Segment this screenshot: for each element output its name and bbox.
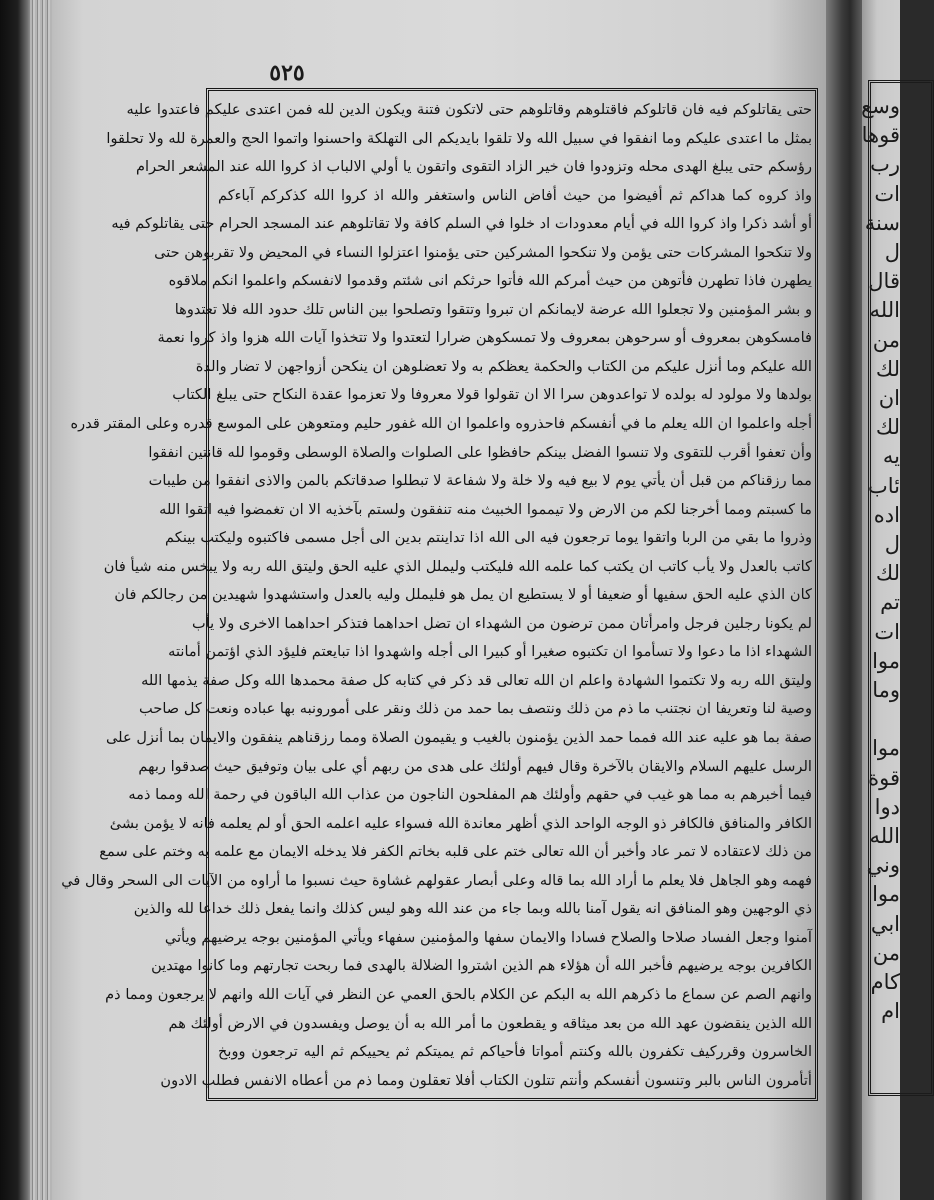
facing-text-fragment: رب xyxy=(870,152,900,177)
facing-text-fragment: سنة xyxy=(864,210,900,235)
facing-text-fragment: ات xyxy=(874,619,900,644)
text-line: و بشر المؤمنين ولا تجعلوا الله عرضة لايمانكم ان تبروا وتتقوا وتصلحوا بين الناس تلك حدود الله فلا تعتدوها xyxy=(174,300,812,318)
facing-text-fragment: يه xyxy=(882,444,900,469)
facing-text-fragment: لك xyxy=(875,415,900,440)
scan-dark-edge xyxy=(0,0,32,1200)
facing-text-fragment: من xyxy=(872,940,900,965)
text-line: أتأمرون الناس بالبر وتنسون أنفسكم وأنتم تتلون الكتاب أفلا تعقلون ومما ذم من أعطاه الانفس فطلب الادون xyxy=(160,1071,812,1089)
facing-text-fragment: لك xyxy=(875,561,900,586)
facing-text-fragment: ان xyxy=(878,386,900,411)
text-line: أجله واعلموا ان الله يعلم ما في أنفسكم فاحذروه واعلموا ان الله غفور حليم ومتعوهن على الموسع قدره وعلى المقتر قدره xyxy=(70,415,812,433)
text-line: وصية لنا وتعريفا ان نجتنب ما ذم من ذلك ونتصف بما حمد من ذلك ونقر على أمورونبه بها عباده ونعت كل صاحب xyxy=(139,700,812,718)
facing-text-fragment: ام xyxy=(881,999,900,1024)
text-line: رؤسكم حتى يبلغ الهدى محله وتزودوا فان خير الزاد التقوى واتقون يا أولي الالباب اذ كروا الله عند المشعر الحرام xyxy=(135,158,812,176)
text-line: يطهرن فاذا تطهرن فأتوهن من حيث أمركم الله فأتوا حرثكم انى شئتم وقدموا لانفسكم واعلموا انكم ملاقوه xyxy=(168,272,812,290)
facing-text-fragment: موا xyxy=(872,648,900,673)
text-line: فامسكوهن بمعروف أو سرحوهن بمعروف ولا تمسكوهن ضرارا لتعتدوا ولا تتخذوا آيات الله هزوا واذ كروا نعمة xyxy=(157,329,812,347)
text-line: ما كسبتم ومما أخرجنا لكم من الارض ولا تيمموا الخبيث منه تنفقون ولستم بآخذيه الا ان تغمضوا فيه اتقوا الله xyxy=(159,500,812,518)
facing-page xyxy=(862,0,900,1200)
text-line: مما رزقناكم من قبل أن يأتي يوم لا بيع فيه ولا خلة ولا شفاعة لا تبطلوا صدقاتكم بالمن والاذى انفقوا من طيبات xyxy=(148,472,812,490)
facing-text-fragment: تم xyxy=(880,590,900,615)
facing-text-fragment: دوا xyxy=(874,794,900,819)
facing-text-fragment: الله xyxy=(869,824,900,849)
facing-text-fragment: ابي xyxy=(870,911,900,936)
text-line: آمنوا وجعل الفساد صلاحا والصلاح فسادا والايمان سفها والمؤمنين سفهاء ويأتي المؤمنين بوجه يرضيهم ويأتي xyxy=(164,928,812,946)
book-gutter xyxy=(826,0,866,1200)
facing-text-fragment: من xyxy=(872,327,900,352)
facing-text-fragment: لك xyxy=(875,356,900,381)
text-line: أو أشد ذكرا واذ كروا الله في أيام معدودات اد خلوا في السلم كافة ولا تقاتلوهم عند المسجد الحرام حتى يقاتلوكم فيه xyxy=(111,215,812,233)
text-line: الكافر والمنافق فالكافر ذو الوجه الواحد الذي أظهر معاندة الله فسواء عليه اعلمه الحق أو لم يعلمه فانه لا يؤمن بشئ xyxy=(109,814,812,832)
facing-text-fragment: كام xyxy=(870,970,900,995)
facing-text-fragment: اده xyxy=(873,502,900,527)
text-line: الله عليكم وما أنزل عليكم من الكتاب والحكمة يعظكم به ولا تعضلوهن ان ينكحن أزواجهن لا تضار والدة xyxy=(195,357,812,375)
text-line: كان الذي عليه الحق سفيها أو ضعيفا أو لا يستطيع ان يمل هو فليملل وليه بالعدل واستشهدوا شهيدين من رجالكم فان xyxy=(114,586,812,604)
facing-text-fragment: ل xyxy=(884,240,900,265)
text-line: بمثل ما اعتدى عليكم وما انفقوا في سبيل الله ولا تلقوا بايديكم الى التهلكة واحسنوا واتموا الحج والعمرة لله ولا تحلقوا xyxy=(106,129,812,147)
text-line: الله الذين ينقضون عهد الله من بعد ميثاقه و يقطعون ما أمر الله به أن يوصل ويفسدون في الارض أولئك هم xyxy=(168,1014,812,1032)
text-line: كاتب بالعدل ولا يأب كاتب ان يكتب كما علمه الله فليكتب وليملل الذي عليه الحق وليتق الله ربه ولا يبخس منه شيأ فان xyxy=(103,557,812,575)
facing-text-fragment: ل xyxy=(884,532,900,557)
facing-text-fragment: وني xyxy=(866,853,900,878)
facing-text-fragment: قال xyxy=(868,269,900,294)
facing-text-fragment: قوها xyxy=(861,123,900,148)
facing-text-fragment: قوة xyxy=(868,765,900,790)
text-line: لم يكونا رجلين فرجل وامرأتان ممن ترضون من الشهداء ان تضل احداهما فتذكر احداهما الاخرى ولا يأب xyxy=(191,614,812,632)
text-line: وذروا ما بقي من الربا واتقوا يوما ترجعون فيه الى الله اذا تداينتم بدين الى أجل مسمى فاكتبوه وليكتب بينكم xyxy=(165,529,812,547)
page-text-body xyxy=(61,96,812,1096)
text-line: الرسل عليهم السلام والايقان بالآخرة وقال فيهم أولئك على هدى من ربهم أي على بيان وتوفيق حيث صدقوا ربهم xyxy=(138,757,812,775)
text-line: وأن تعفوا أقرب للتقوى ولا تنسوا الفضل بينكم حافظوا على الصلوات والصلاة الوسطى وقوموا لله قانتين انفقوا xyxy=(148,443,812,461)
text-line: فهمه وهو الجاهل فلا يعلم ما أراد الله بما قاله وعلى أبصار عقولهم غشاوة حيث نسبوا ما أراوه من الآيات الى السحر وقال في xyxy=(61,871,812,889)
text-line: بولدها ولا مولود له بولده لا تواعدوهن سرا الا ان تقولوا قولا معروفا ولا تعزموا عقدة النكاح حتى يبلغ الكتاب xyxy=(172,386,812,404)
text-line: وليتق الله ربه ولا تكتموا الشهادة واعلم ان الله تعالى قد ذكر في كتابه كل صفة محمدها الله وكل صفة يذمها الله xyxy=(141,671,812,689)
page-number: ٥٢٥ xyxy=(269,60,305,86)
facing-text-fragment: ات xyxy=(874,181,900,206)
facing-text-fragment: وما xyxy=(872,678,900,703)
text-line: واذ كروه كما هداكم ثم أفيضوا من حيث أفاض الناس واستغفر والله اذ كروا الله كذكركم آباءكم xyxy=(218,186,812,204)
text-line: ولا تنكحوا المشركات حتى يؤمن ولا تنكحوا المشركين حتى يؤمنوا اعتزلوا النساء في المحيض ولا تقربوهن حتى xyxy=(154,243,812,261)
text-line: فيما أخبرهم به مما هو غيب في حقهم وأولئك هم المفلحون الناجون من عذاب الله الباقون في رحمة الله ومما ذمه xyxy=(128,786,812,804)
facing-page-text xyxy=(861,92,900,1027)
facing-text-fragment: موا xyxy=(872,736,900,761)
text-line: الكافرين بوجه يرضيهم فأخبر الله أن هؤلاء هم الذين اشتروا الضلالة بالهدى فما ربحت تجارتهم وما كانوا مهتدين xyxy=(151,957,812,975)
facing-text-fragment: الله xyxy=(869,298,900,323)
facing-text-fragment: ئاب xyxy=(867,473,900,498)
text-line: صفة بما هو عليه عند الله فمما حمد الذين يؤمنون بالغيب و يقيمون الصلاة ومما رزقناهم ينفقون والايمان بما أنزل على xyxy=(106,729,812,747)
facing-text-fragment: موا xyxy=(872,882,900,907)
text-line: ذي الوجهين وهو المنافق انه يقول آمنا بالله وبما جاء من عند الله وهو ليس كذلك وانما يفعل ذلك خداعا لله والذين xyxy=(133,900,812,918)
text-line: الشهداء اذا ما دعوا ولا تسأموا ان تكتبوه صغيرا أو كبيرا الى أجله واشهدوا اذا تبايعتم فليؤد الذي اؤتمن أمانته xyxy=(168,643,812,661)
facing-text-fragment: وسع xyxy=(861,94,900,118)
text-line: حتى يقاتلوكم فيه فان قاتلوكم فاقتلوهم وقاتلوهم حتى لاتكون فتنة ويكون الدين لله فمن اعتدى عليكم فاعتدوا عليه xyxy=(126,101,812,118)
text-line: من ذلك لاعتقاده لا تمر عاد وأخبر أن الله تعالى ختم على قلبه بخاتم الكفر فلا يدخله الايمان مع علمه به وختم على سمع xyxy=(99,843,812,861)
text-line: الخاسرون وقرركيف تكفرون بالله وكنتم أمواتا فأحياكم ثم يميتكم ثم يحييكم ثم اليه ترجعون ووبخ xyxy=(218,1043,812,1061)
facing-text-fragment xyxy=(870,705,900,734)
text-line: وانهم الصم عن سماع ما ذكرهم الله به البكم عن الكلام بالحق العمي عن النظر في آيات الله وانهم لا يرجعون ومما ذم xyxy=(105,985,812,1003)
